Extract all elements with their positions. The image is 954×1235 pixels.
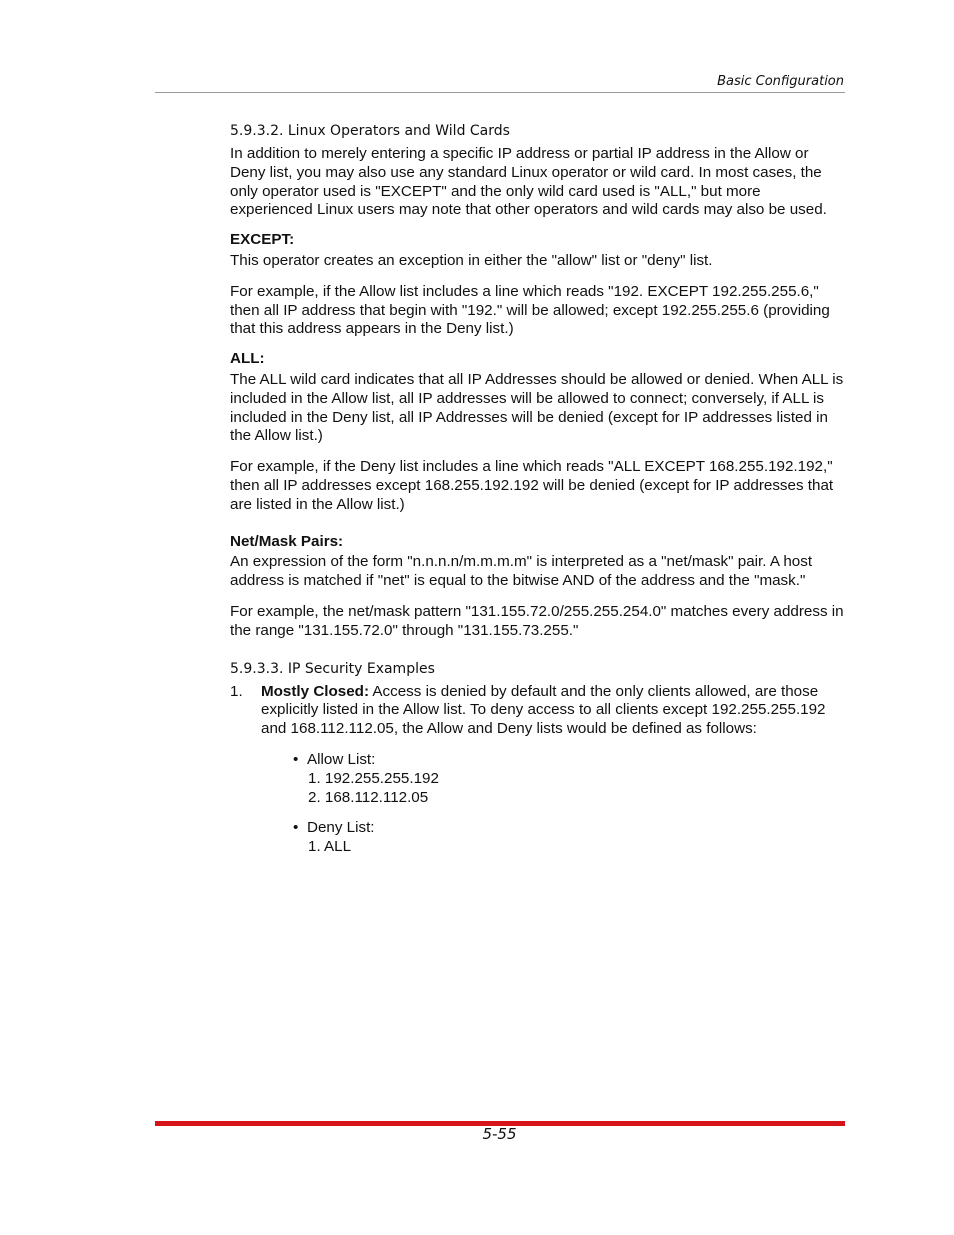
item-number: 1. <box>230 682 243 700</box>
deny-list-entry: 1. ALL <box>308 838 352 856</box>
section-heading-linux-operators: 5.9.3.2. Linux Operators and Wild Cards <box>230 123 510 139</box>
bullet-icon: • <box>293 750 299 768</box>
all-description: The ALL wild card indicates that all IP Addresses should be allowed or denied. When ALL is included in the Allow list, all IP addresses will be allowed to connect; conversely, if ALL is included in the Deny list, all IP Addresses will be denied (except for IP addresses listed in the Allow list.) <box>230 370 844 445</box>
header-rule <box>155 92 845 93</box>
deny-list-block <box>293 819 845 857</box>
page-content <box>230 122 845 857</box>
all-example: For example, if the Deny list includes a line which reads "ALL EXCEPT 168.255.192.192," then all IP addresses except 168.255.192.192 will be denied (except for IP addresses that are listed in the Allow list.) <box>230 458 834 513</box>
except-description: This operator creates an exception in either the "allow" list or "deny" list. <box>230 251 713 269</box>
allow-list-block <box>293 751 845 807</box>
running-header: Basic Configuration <box>717 74 844 89</box>
all-label: ALL: <box>230 350 265 368</box>
allow-list-entry: 2. 168.112.112.05 <box>308 788 429 806</box>
netmask-description: An expression of the form "n.n.n.n/m.m.m.m" is interpreted as a "net/mask" pair. A host address is matched if "net" is equal to the bitwise AND of the address and the "mask." <box>230 553 813 590</box>
allow-list-label: Allow List: <box>307 750 376 768</box>
section-heading-ip-security-examples: 5.9.3.3. IP Security Examples <box>230 660 435 677</box>
except-label: EXCEPT: <box>230 231 295 249</box>
netmask-label: Net/Mask Pairs: <box>230 532 344 550</box>
item-text: Access is denied by default and the only clients allowed, are those explicitly listed in the Allow list. To deny access to all clients except 192.255.255.192 and 168.112.112.05, the Allow and Deny lists would be defined as follows: <box>261 682 826 738</box>
intro-paragraph: In addition to merely entering a specific IP address or partial IP address in the Allow or Deny list, you may also use any standard Linux operator or wild card. In most cases, the only operator used is "EXCEPT" and the only wild card used is "ALL," but more experienced Linux users may note that other operators and wild cards may also be used. <box>230 145 827 219</box>
netmask-example: For example, the net/mask pattern "131.155.72.0/255.255.254.0" matches every address in the range "131.155.72.0" through "131.155.73.255." <box>230 602 844 639</box>
allow-list-entry: 1. 192.255.255.192 <box>308 769 439 787</box>
deny-list-label: Deny List: <box>307 819 375 837</box>
page-number: 5-55 <box>482 1125 517 1143</box>
example-item-mostly-closed <box>230 683 845 857</box>
bullet-icon: • <box>293 819 299 837</box>
except-example: For example, if the Allow list includes a line which reads "192. EXCEPT 192.255.255.6," then all IP address that begin with "192." will be allowed; except 192.255.255.6 (providing that this address appears in the Deny list.) <box>230 282 830 338</box>
item-title: Mostly Closed: <box>261 682 370 700</box>
